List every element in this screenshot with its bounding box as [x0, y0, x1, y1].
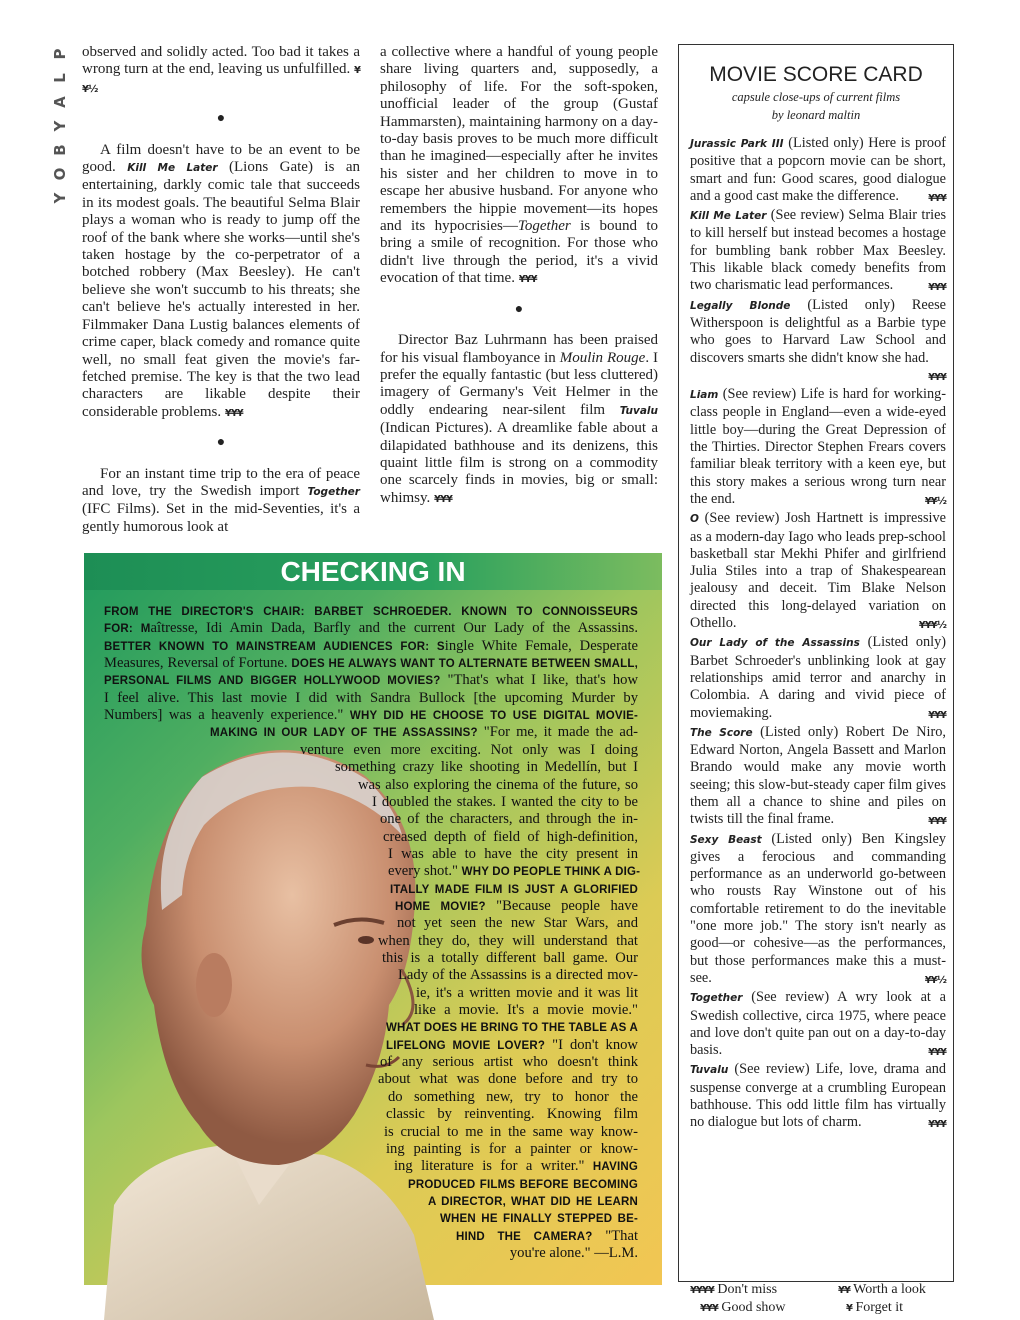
review-paragraph: observed and solidly acted. Too bad it takes a wrong turn at the end, leaving us unfulfilled. ¥¥½ — [82, 44, 361, 95]
scorecard-entry — [690, 510, 946, 634]
interview-line: Lady of the Assassins is a directed mov- — [398, 967, 638, 984]
film-capsule: (Listed only) Barbet Schroeder's unblinking look at gay relationships amid terror and anarchy in Colombia. A daring and vivid piece of moviemaking. — [690, 634, 947, 721]
film-rating: ¥¥¥ — [928, 1047, 946, 1059]
film-rating: ¥¥¥½ — [918, 620, 946, 632]
scorecard-entry — [690, 207, 946, 296]
interview-line: is crucial to me in the same way know- — [384, 1123, 638, 1140]
interview-line: like a movie. It's a movie movie." — [414, 1002, 638, 1019]
scorecard-entry — [690, 831, 946, 990]
interview-line: something crazy like shooting in Medellín, but I — [335, 759, 638, 776]
scorecard-entry — [690, 386, 946, 510]
interview-line: one of the characters, and through the in- — [380, 811, 638, 828]
interview-line: I feel alive. This last movie I did with Sandra Bullock [the upcoming Murder by — [104, 689, 638, 706]
scorecard-byline: by leonard maltin — [771, 108, 861, 122]
interview-line: I was able to have the city present in — [388, 845, 638, 862]
film-rating: ¥¥¥ — [928, 816, 946, 828]
interview-line: venture even more exciting. Not only was I doing — [300, 741, 638, 758]
interview-line: BETTER KNOWN TO MAINSTREAM AUDIENCES FOR: Single White Female, Desperate — [104, 637, 638, 654]
side-label-letter: P — [51, 48, 69, 60]
review-paragraph: A film doesn't have to be an event to be good. Kill Me Later (Lions Gate) is an entertaining, darkly comic tale that succeeds in its modest goals. The beautiful Selma Blair plays a woman who is ready to jump off the roof of the bank where she works—until she's taken hostage by the co-perpetrator of a botched robbery (Max Beesley). He can't believe she won't succumb to his threats; she can't believe he's actually interested in her. Filmmaker Dana Lustig balances elements of crime caper, black comedy and romance quite well, no small feat given the movie's far-fetched premise. The key is that the two lead characters are likable despite their considerable problems. ¥¥¥ — [82, 141, 361, 420]
interview-line: creased depth of field of high-definition, — [383, 828, 638, 845]
film-title: Jurassic Park III — [690, 138, 784, 150]
interview-line: when they do, they will understand that — [378, 932, 638, 949]
interview-line: do something new, try to honor the — [388, 1088, 638, 1105]
side-label-letter: O — [51, 167, 69, 181]
film-capsule: (See review) Life is hard for working-class people in England—even a wide-eyed little boy—during the Great Depression of the Thirties. Director Stephen Frears covers familiar bleak territory with a keen eye, but this story makes a serious wrong turn near the end. — [690, 386, 947, 507]
film-title: Together — [690, 992, 743, 1005]
interview-line: WHAT DOES HE BRING TO THE TABLE AS A — [386, 1022, 638, 1035]
separator-dot: ● — [216, 435, 226, 451]
interview-line: FOR: Maîtresse, Idi Amin Dada, Barfly and the current Our Lady of the Assassins. — [104, 620, 638, 637]
interview-line: every shot." WHY DO PEOPLE THINK A DIG- — [388, 863, 641, 880]
film-title: Liam — [690, 389, 719, 402]
film-title: Kill Me Later — [690, 210, 767, 223]
interview-line: I doubled the stakes. I wanted the city to be — [372, 793, 638, 810]
interview-line: you're alone." —L.M. — [509, 1244, 638, 1261]
interview-line: ing literature is for a writer." HAVING — [394, 1158, 638, 1175]
film-rating: ¥¥¥ — [928, 371, 946, 383]
middle-column — [380, 44, 658, 508]
interview-line: Numbers] was a heavenly experience." WHY DID HE CHOOSE TO USE DIGITAL MOVIE- — [104, 707, 639, 724]
scorecard-subtitle: capsule close-ups of current films — [731, 90, 901, 104]
interview-line: A DIRECTOR, WHAT DID HE LEARN — [428, 1195, 638, 1208]
film-capsule: (Listed only) Reese Witherspoon is delightful as a Barbie type who goes to Harvard Law School and discovers smarts she didn't know she had. — [690, 296, 947, 366]
scorecard-entry — [690, 297, 946, 386]
magazine-side-label — [50, 42, 70, 210]
legend-item: ¥ Forget it — [846, 1300, 904, 1315]
film-capsule: (See review) A wry look at a Swedish collective, circa 1975, where peace and love don't quite pan out on a day-to-day basis. — [690, 989, 946, 1059]
side-label-letter: B — [51, 144, 69, 156]
interview-line: of any serious artist who doesn't think — [380, 1054, 638, 1071]
scorecard-entry — [690, 724, 946, 831]
film-rating: ¥¥½ — [924, 974, 946, 986]
film-capsule: (See review) Selma Blair tries to kill herself but instead becomes a hostage for bumbling bank robber Max Beesley. This likable black comedy benefits from two charismatic lead performances. — [690, 207, 947, 294]
movie-score-card — [678, 44, 954, 1315]
film-title: Sexy Beast — [690, 833, 762, 846]
film-title: Legally Blonde — [690, 299, 791, 312]
interview-line: ITALLY MADE FILM IS JUST A GLORIFIED — [390, 883, 638, 896]
interview-line: PRODUCED FILMS BEFORE BECOMING — [408, 1178, 638, 1191]
scorecard-entry — [690, 1061, 946, 1133]
left-column — [82, 44, 360, 536]
interview-line: LIFELONG MOVIE LOVER? "I don't know — [386, 1036, 638, 1053]
film-rating: ¥¥¥ — [928, 192, 946, 204]
review-paragraph: For an instant time trip to the era of peace and love, try the Swedish import Together (IFC Films). Set in the mid-Seventies, it's a gently humorous look at — [82, 465, 360, 535]
film-capsule: (See review) Josh Hartnett is impressive as a modern-day Iago who leads prep-school basketball star Mekhi Phifer and girlfriend Julia Stiles into a trap of Shakespearean jealousy and deceit. Tim Blake Nelson directed this long-delayed variation on Othello. — [690, 510, 946, 632]
interview-line: PERSONAL FILMS AND BIGGER HOLLYWOOD MOVIES? "That's what I like, that's how — [104, 672, 638, 689]
separator-dot: ● — [216, 111, 226, 127]
review-paragraph: Director Baz Luhrmann has been praised for his visual flamboyance in Moulin Rouge. I prefer the equally fantastic (but less cluttered) imagery of Germany's Veit Helmer in the oddly endearing near-silent film Tuvalu (Indican Pictures). A dreamlike fable about a dilapidated bathhouse and its denizens, this quaint little film is strong on a commodity one scarcely finds in movies, big or small: whimsy. ¥¥¥ — [380, 332, 659, 506]
interview-line: about what was done before and try to — [378, 1071, 638, 1088]
scorecard-entries — [690, 135, 946, 1134]
review-paragraph: a collective where a handful of young people share living quarters and, supposedly, a philosophy of life. For the soft-spoken, unofficial leader of the group (Gustaf Hammarsten), maintaining harmony on a day-to-day basis proves to be much more difficult than he imagined—especially after he invites his sister and her children to move in to escape her abusive husband. For anyone who remembers the hippie movement—its hopes and its hypocrisies—Together is bound to bring a smile of recognition. For those who didn't live through the period, it's a vivid evocation of that time. ¥¥¥ — [380, 44, 658, 287]
film-capsule: (Listed only) Ben Kingsley gives a ferocious and commanding performance as an underworld go-between who rousts Ray Winstone out of his comfortable retirement to do the inevitable "one more job." The story isn't nearly as good—or cohesive—as the performances, but those performances make this a must-see. — [690, 830, 946, 986]
interview-line: was also exploring the cinema of the future, so — [358, 776, 638, 793]
interview-line: classic by reinventing. Knowing film — [386, 1106, 638, 1123]
interview-line: not yet seen the new Star Wars, and — [397, 915, 638, 932]
side-label-letter: Y — [51, 120, 69, 132]
rating-legend — [690, 1281, 946, 1317]
scorecard-entry — [690, 989, 946, 1061]
side-label-letter: L — [51, 73, 69, 83]
film-rating: ¥¥½ — [924, 495, 946, 507]
side-label-letter: Y — [51, 192, 69, 204]
film-title: Our Lady of the Assassins — [690, 637, 860, 650]
checking-in-heading: CHECKING IN — [84, 553, 662, 590]
interview-line: HOME MOVIE? "Because people have — [395, 897, 638, 914]
interview-line: this is a totally different ball game. Our — [382, 950, 638, 966]
legend-item: ¥¥ Worth a look — [838, 1282, 926, 1297]
film-title: Tuvalu — [690, 1064, 729, 1077]
film-rating: ¥¥¥ — [928, 282, 946, 294]
film-title: The Score — [690, 726, 753, 739]
interview-line: ie, it's a written movie and it was lit — [416, 984, 638, 1001]
interview-line: WHEN HE FINALLY STEPPED BE- — [440, 1213, 638, 1226]
interview-line: MAKING IN OUR LADY OF THE ASSASSINS? "For me, it made the ad- — [210, 724, 638, 741]
interview-line: FROM THE DIRECTOR'S CHAIR: BARBET SCHROEDER. KNOWN TO CONNOISSEURS — [104, 606, 638, 618]
side-label-letter: A — [51, 96, 69, 108]
scorecard-entry — [690, 135, 946, 207]
legend-item: ¥¥¥ Good show — [700, 1300, 786, 1315]
scorecard-title: MOVIE SCORE CARD — [709, 63, 923, 86]
separator-dot: ● — [514, 301, 524, 317]
scorecard-entry — [690, 634, 946, 723]
interview-line: HIND THE CAMERA? "That — [456, 1227, 638, 1244]
interview-line: ing painting is for a painter or know- — [386, 1140, 638, 1157]
legend-item: ¥¥¥¥ Don't miss — [690, 1282, 778, 1297]
film-title: O — [690, 513, 699, 526]
interview-line: Measures, Reversal of Fortune. DOES HE ALWAYS WANT TO ALTERNATE BETWEEN SMALL, — [104, 655, 638, 672]
film-capsule: (See review) Life, love, drama and suspense converge at a crumbling European bathhouse. This odd little film has virtually no dialogue but lots of charm. — [690, 1061, 947, 1131]
film-capsule: (Listed only) Robert De Niro, Edward Norton, Angela Bassett and Marlon Brando would make any movie worth seeing; this slow-but-steady caper film gives them all a chance to shine and piles on twists till the final frame. — [690, 723, 946, 828]
film-rating: ¥¥¥ — [928, 1119, 946, 1131]
film-rating: ¥¥¥ — [928, 709, 946, 721]
film-capsule: (Listed only) Here is proof positive that a popcorn movie can be short, smart and fun: Good scares, good dialogue and a good cast make the difference. — [690, 135, 946, 204]
